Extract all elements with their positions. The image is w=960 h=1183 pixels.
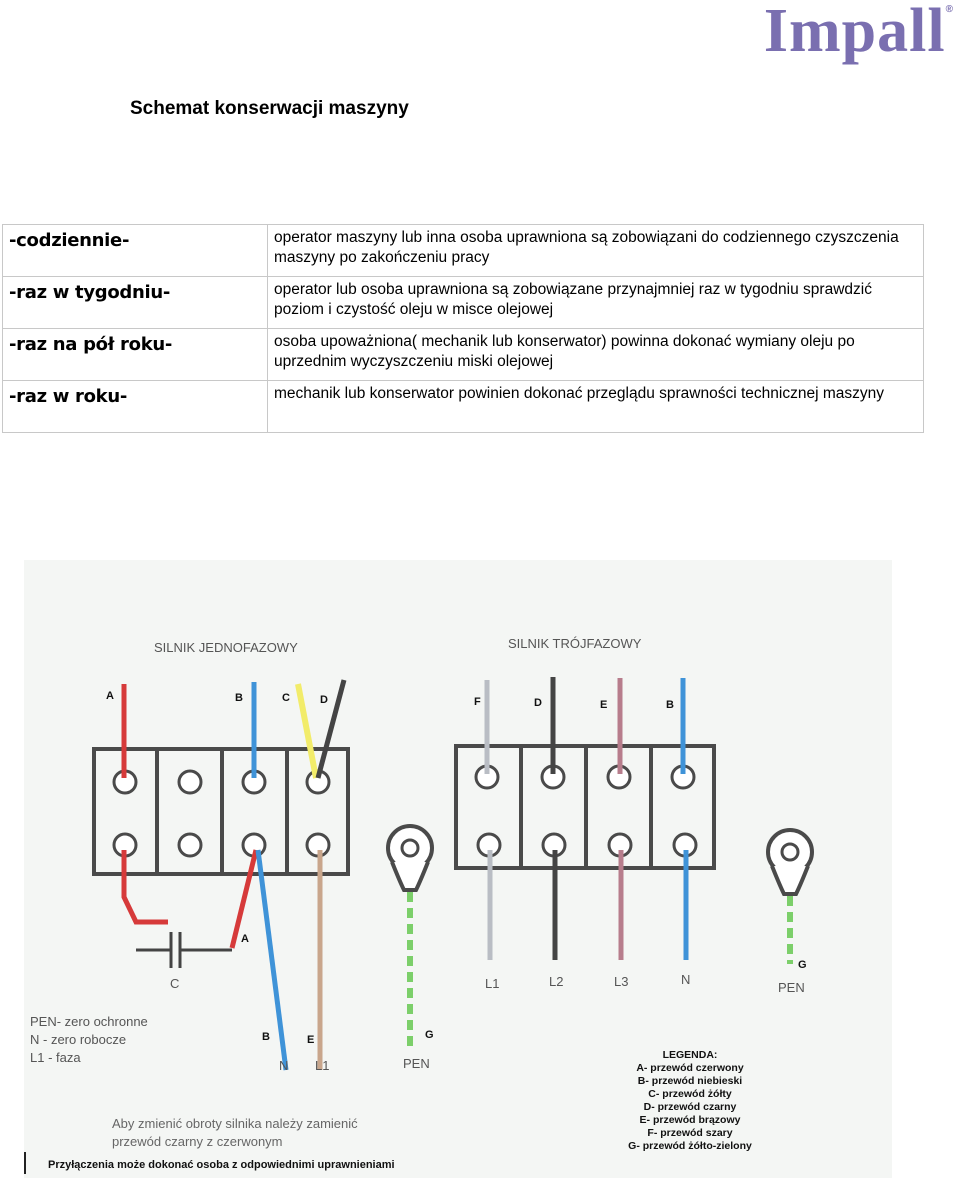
schedule-description: operator maszyny lub inna osoba uprawniona są zobowiązani do codziennego czyszczenia maszyny po zakończeniu pracy xyxy=(268,225,924,277)
table-row xyxy=(3,277,924,329)
footer-note: Przyłączenia może dokonać osoba z odpowiednimi uprawnieniami xyxy=(48,1159,395,1171)
three-phase-title: SILNIK TRÓJFAZOWY xyxy=(508,636,642,651)
wire-label-b: B xyxy=(235,692,243,704)
page-title: Schemat konserwacji maszyny xyxy=(130,98,409,119)
legend-item: B- przewód niebieski xyxy=(637,1075,743,1087)
output-label-n: N xyxy=(279,1058,289,1073)
schedule-period: -codziennie- xyxy=(3,225,268,277)
output-label-pen: PEN xyxy=(403,1056,430,1071)
legend-item: A- przewód czerwony xyxy=(636,1062,744,1074)
wire-label-a-mid: A xyxy=(241,933,249,945)
output-label-l2-3: L2 xyxy=(549,974,564,989)
schedule-period: -raz w roku- xyxy=(3,381,268,433)
output-label-n-3: N xyxy=(681,972,691,987)
table-row xyxy=(3,329,924,381)
wire-label-e3: E xyxy=(600,699,608,711)
schedule-description: osoba upoważniona( mechanik lub konserwator) powinna dokonać wymiany oleju po uprzednim wyczyszczeniu miski olejowej xyxy=(268,329,924,381)
schedule-description: operator lub osoba uprawniona są zobowiązane przynajmniej raz w tygodniu sprawdzić poziom i czystość oleju w misce olejowej xyxy=(268,277,924,329)
wiring-diagram-svg xyxy=(0,552,960,1178)
wire-label-d: D xyxy=(320,694,328,706)
table-row xyxy=(3,381,924,433)
wire-label-e-bottom: E xyxy=(307,1034,315,1046)
key-l1: L1 - faza xyxy=(30,1050,81,1065)
direction-note-line1: Aby zmienić obroty silnika należy zamienić xyxy=(112,1116,358,1131)
table-row xyxy=(3,225,924,277)
legend-title: LEGENDA: xyxy=(662,1049,718,1061)
wire-label-g-bottom: G xyxy=(425,1029,434,1041)
output-label-l1-3: L1 xyxy=(485,976,500,991)
schedule-period: -raz w tygodniu- xyxy=(3,277,268,329)
maintenance-schedule-table xyxy=(2,224,924,433)
schedule-description: mechanik lub konserwator powinien dokonać przeglądu sprawności technicznej maszyny xyxy=(268,381,924,433)
legend-item: D- przewód czarny xyxy=(643,1101,737,1113)
key-pen: PEN- zero ochronne xyxy=(30,1014,148,1029)
wire-label-d3: D xyxy=(534,697,542,709)
impall-logo: Impall® xyxy=(763,0,954,65)
wire-label-c: C xyxy=(282,692,290,704)
legend-item: F- przewód szary xyxy=(647,1127,733,1139)
schedule-period: -raz na pół roku- xyxy=(3,329,268,381)
output-label-pen-3: PEN xyxy=(778,980,805,995)
output-label-l3-3: L3 xyxy=(614,974,629,989)
wire-label-f: F xyxy=(474,696,481,708)
wire-label-g-3: G xyxy=(798,959,807,971)
wire-label-b3: B xyxy=(666,699,674,711)
legend-item: E- przewód brązowy xyxy=(639,1114,741,1126)
direction-note-line2: przewód czarny z czerwonym xyxy=(112,1134,283,1149)
wiring-diagram xyxy=(0,552,960,1178)
wire-label-b-bottom: B xyxy=(262,1031,270,1043)
capacitor-label: C xyxy=(170,976,180,991)
output-label-l1: L1 xyxy=(315,1058,330,1073)
wire-label-a: A xyxy=(106,690,114,702)
legend-item: C- przewód żółty xyxy=(648,1088,732,1100)
single-phase-title: SILNIK JEDNOFAZOWY xyxy=(154,640,298,655)
key-n: N - zero robocze xyxy=(30,1032,127,1047)
legend-item: G- przewód żółto-zielony xyxy=(628,1140,752,1152)
